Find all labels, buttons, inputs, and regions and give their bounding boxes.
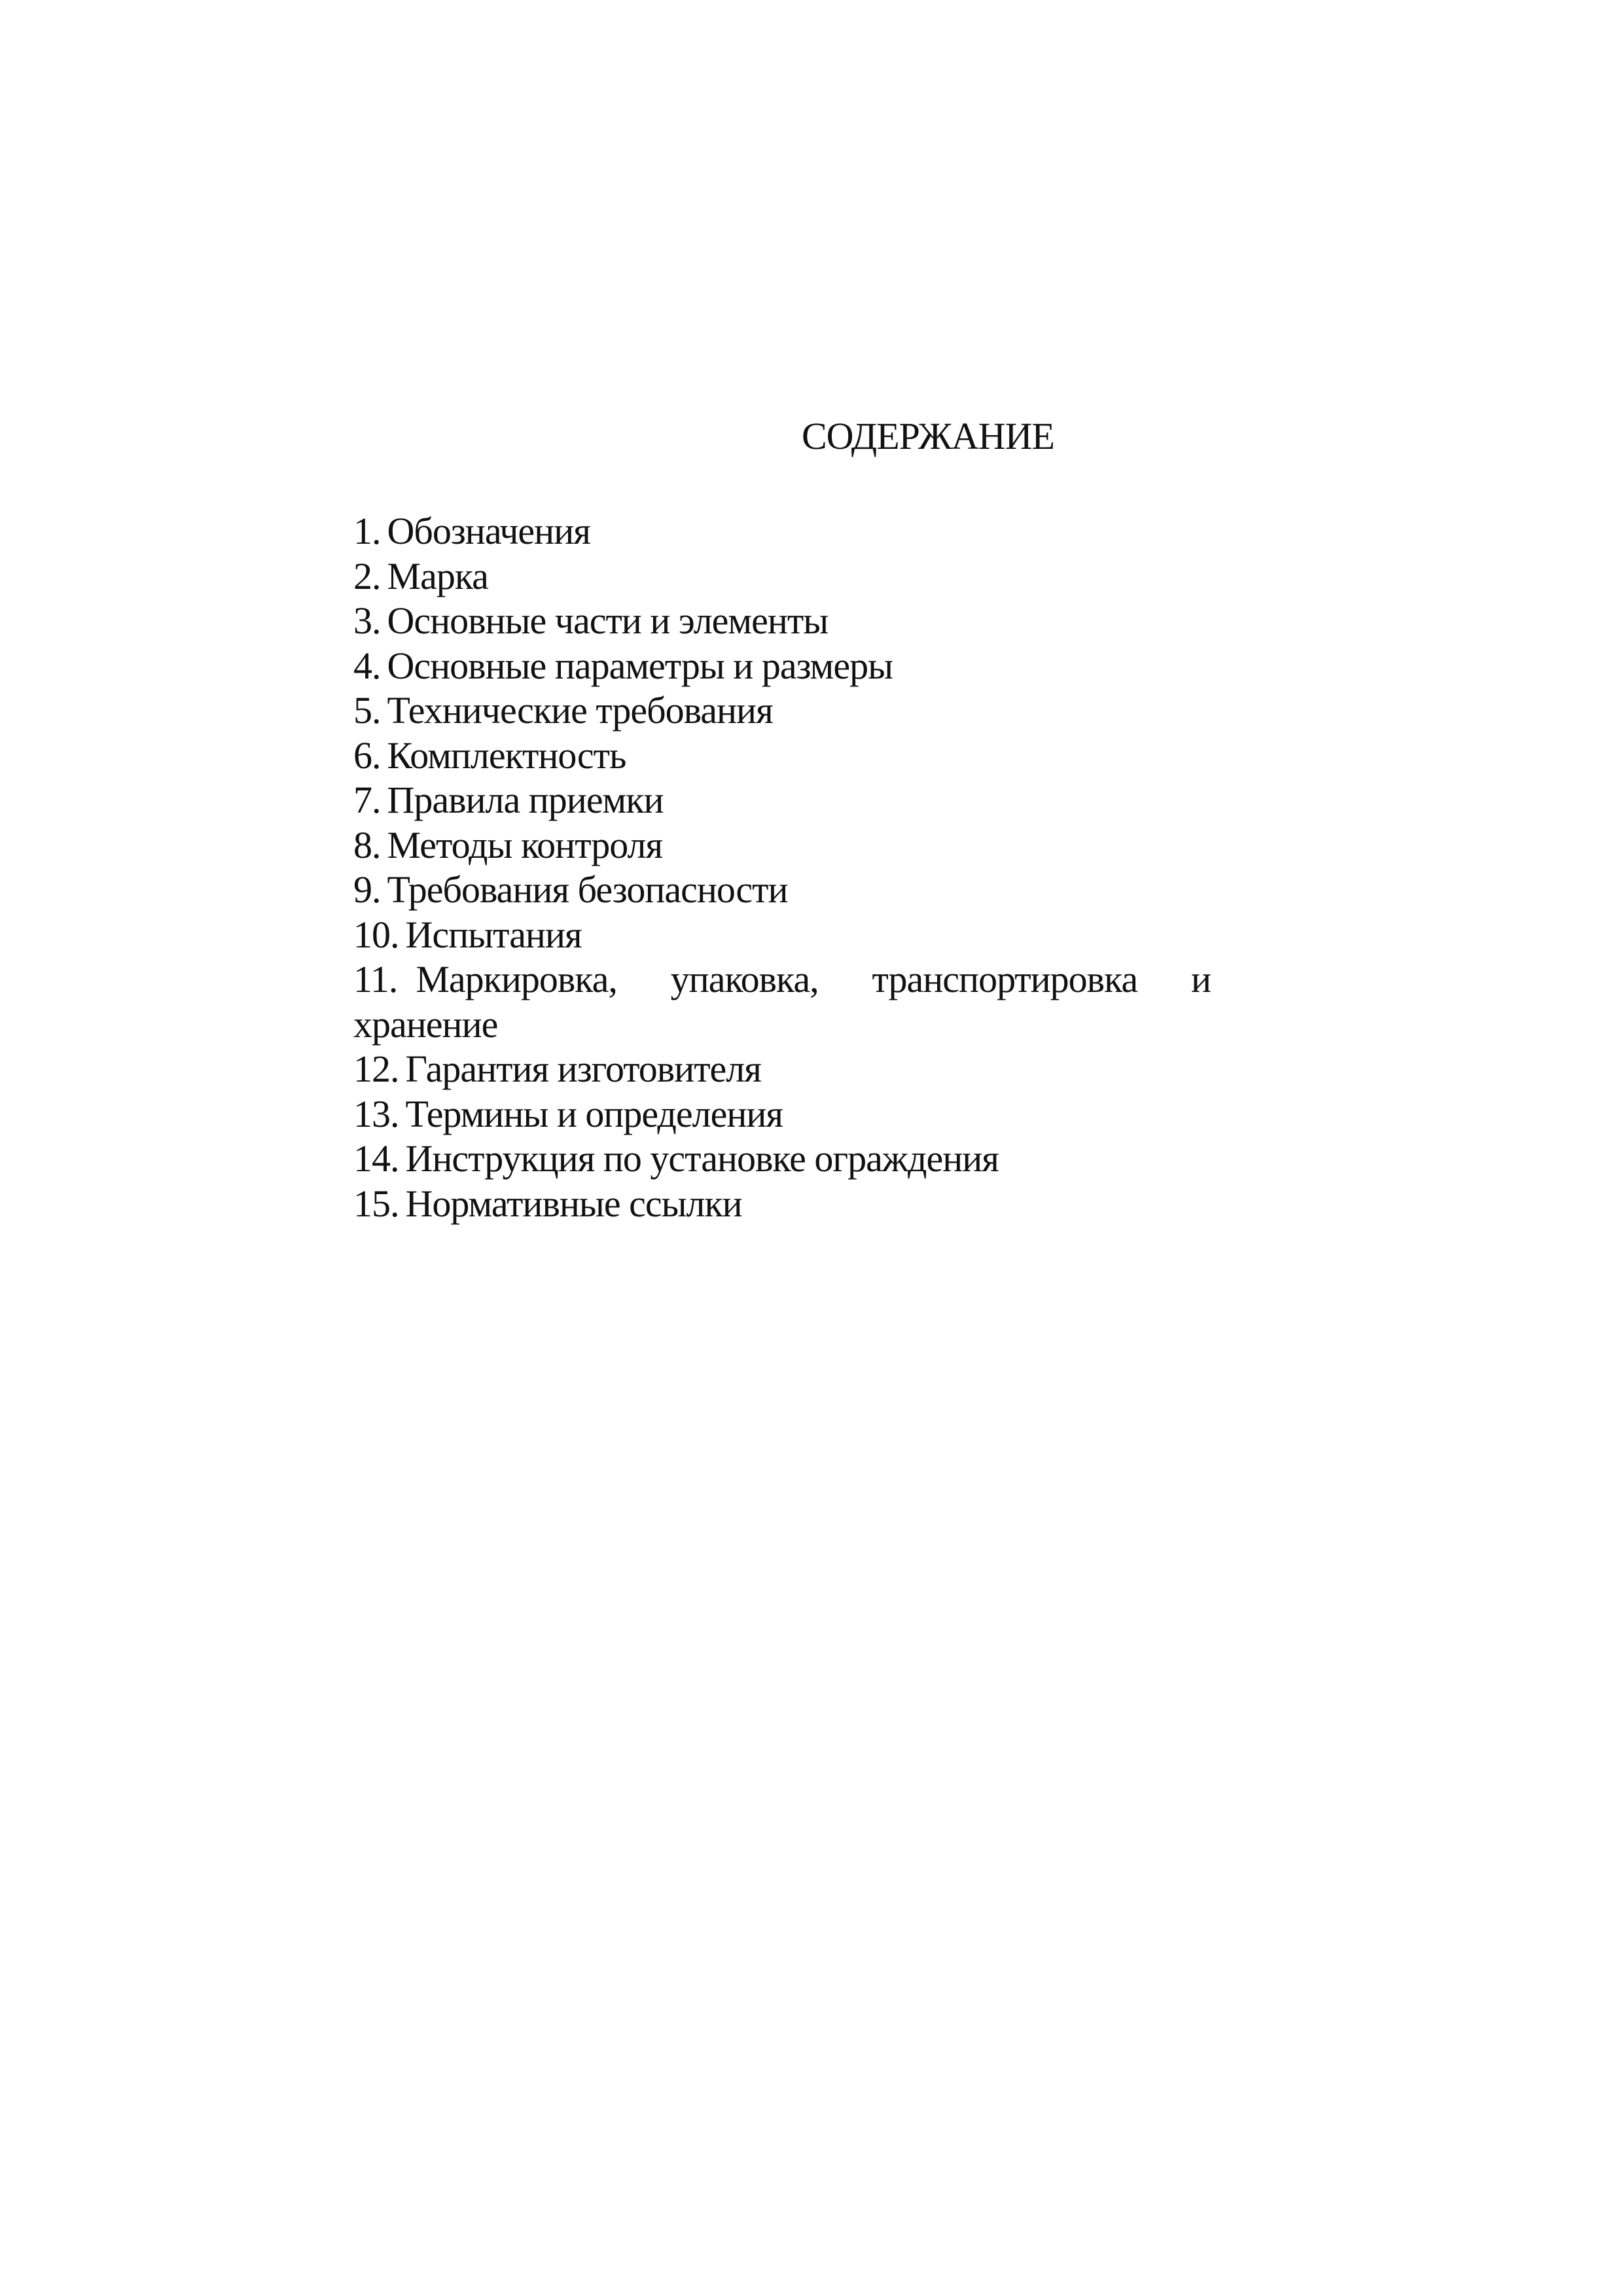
toc-item-text: Термины и определения xyxy=(405,1092,783,1135)
toc-item-number: 14. xyxy=(353,1137,399,1180)
toc-item-number: 13. xyxy=(353,1092,399,1135)
toc-item xyxy=(353,733,1211,779)
toc-item xyxy=(353,957,1211,1047)
toc-item-text: Инструкция по установке ограждения xyxy=(405,1137,999,1180)
toc-item-text: Нормативные ссылки xyxy=(405,1182,742,1225)
toc-item-text: Правила приемки xyxy=(387,779,664,821)
toc-item-text: Обозначения xyxy=(387,510,590,552)
toc-item-number: 6. xyxy=(353,733,381,777)
toc-item xyxy=(353,913,1211,958)
toc-item-text: Основные параметры и размеры xyxy=(387,644,893,687)
toc-item-text: Основные части и элементы xyxy=(387,599,829,642)
toc-item-text: Технические требования xyxy=(387,689,773,732)
toc-item xyxy=(353,868,1211,913)
toc-item-text: Маркировка, упаковка, транспортировка и хранение xyxy=(353,958,1211,1046)
toc-item-number: 9. xyxy=(353,868,381,911)
toc-item-number: 10. xyxy=(353,913,399,956)
toc-item-number: 11. xyxy=(353,958,398,1000)
toc-item-text: Комплектность xyxy=(387,733,626,777)
toc-item-number: 3. xyxy=(353,599,381,642)
toc-item xyxy=(353,554,1211,599)
toc-item-number: 8. xyxy=(353,823,381,866)
page-title: СОДЕРЖАНИЕ xyxy=(802,415,1054,457)
toc-item xyxy=(353,1047,1211,1092)
table-of-contents xyxy=(353,509,1211,1226)
toc-item-number: 5. xyxy=(353,689,381,732)
toc-item-number: 15. xyxy=(353,1182,399,1225)
toc-item xyxy=(353,509,1211,554)
toc-item xyxy=(353,1182,1211,1227)
toc-item-number: 2. xyxy=(353,554,381,597)
toc-item xyxy=(353,644,1211,689)
toc-item-number: 1. xyxy=(353,510,381,552)
toc-item xyxy=(353,823,1211,868)
toc-item-number: 7. xyxy=(353,779,381,821)
toc-item-number: 4. xyxy=(353,644,381,687)
toc-item-text: Требования безопасности xyxy=(387,868,788,911)
toc-item-text: Испытания xyxy=(405,913,582,956)
toc-item-text: Гарантия изготовителя xyxy=(405,1048,761,1090)
toc-item-text: Марка xyxy=(387,554,488,597)
toc-item xyxy=(353,688,1211,733)
toc-item xyxy=(353,599,1211,644)
toc-item xyxy=(353,778,1211,823)
toc-item-number: 12. xyxy=(353,1048,399,1090)
toc-item xyxy=(353,1092,1211,1137)
toc-item-text: Методы контроля xyxy=(387,823,663,866)
toc-item xyxy=(353,1137,1211,1182)
